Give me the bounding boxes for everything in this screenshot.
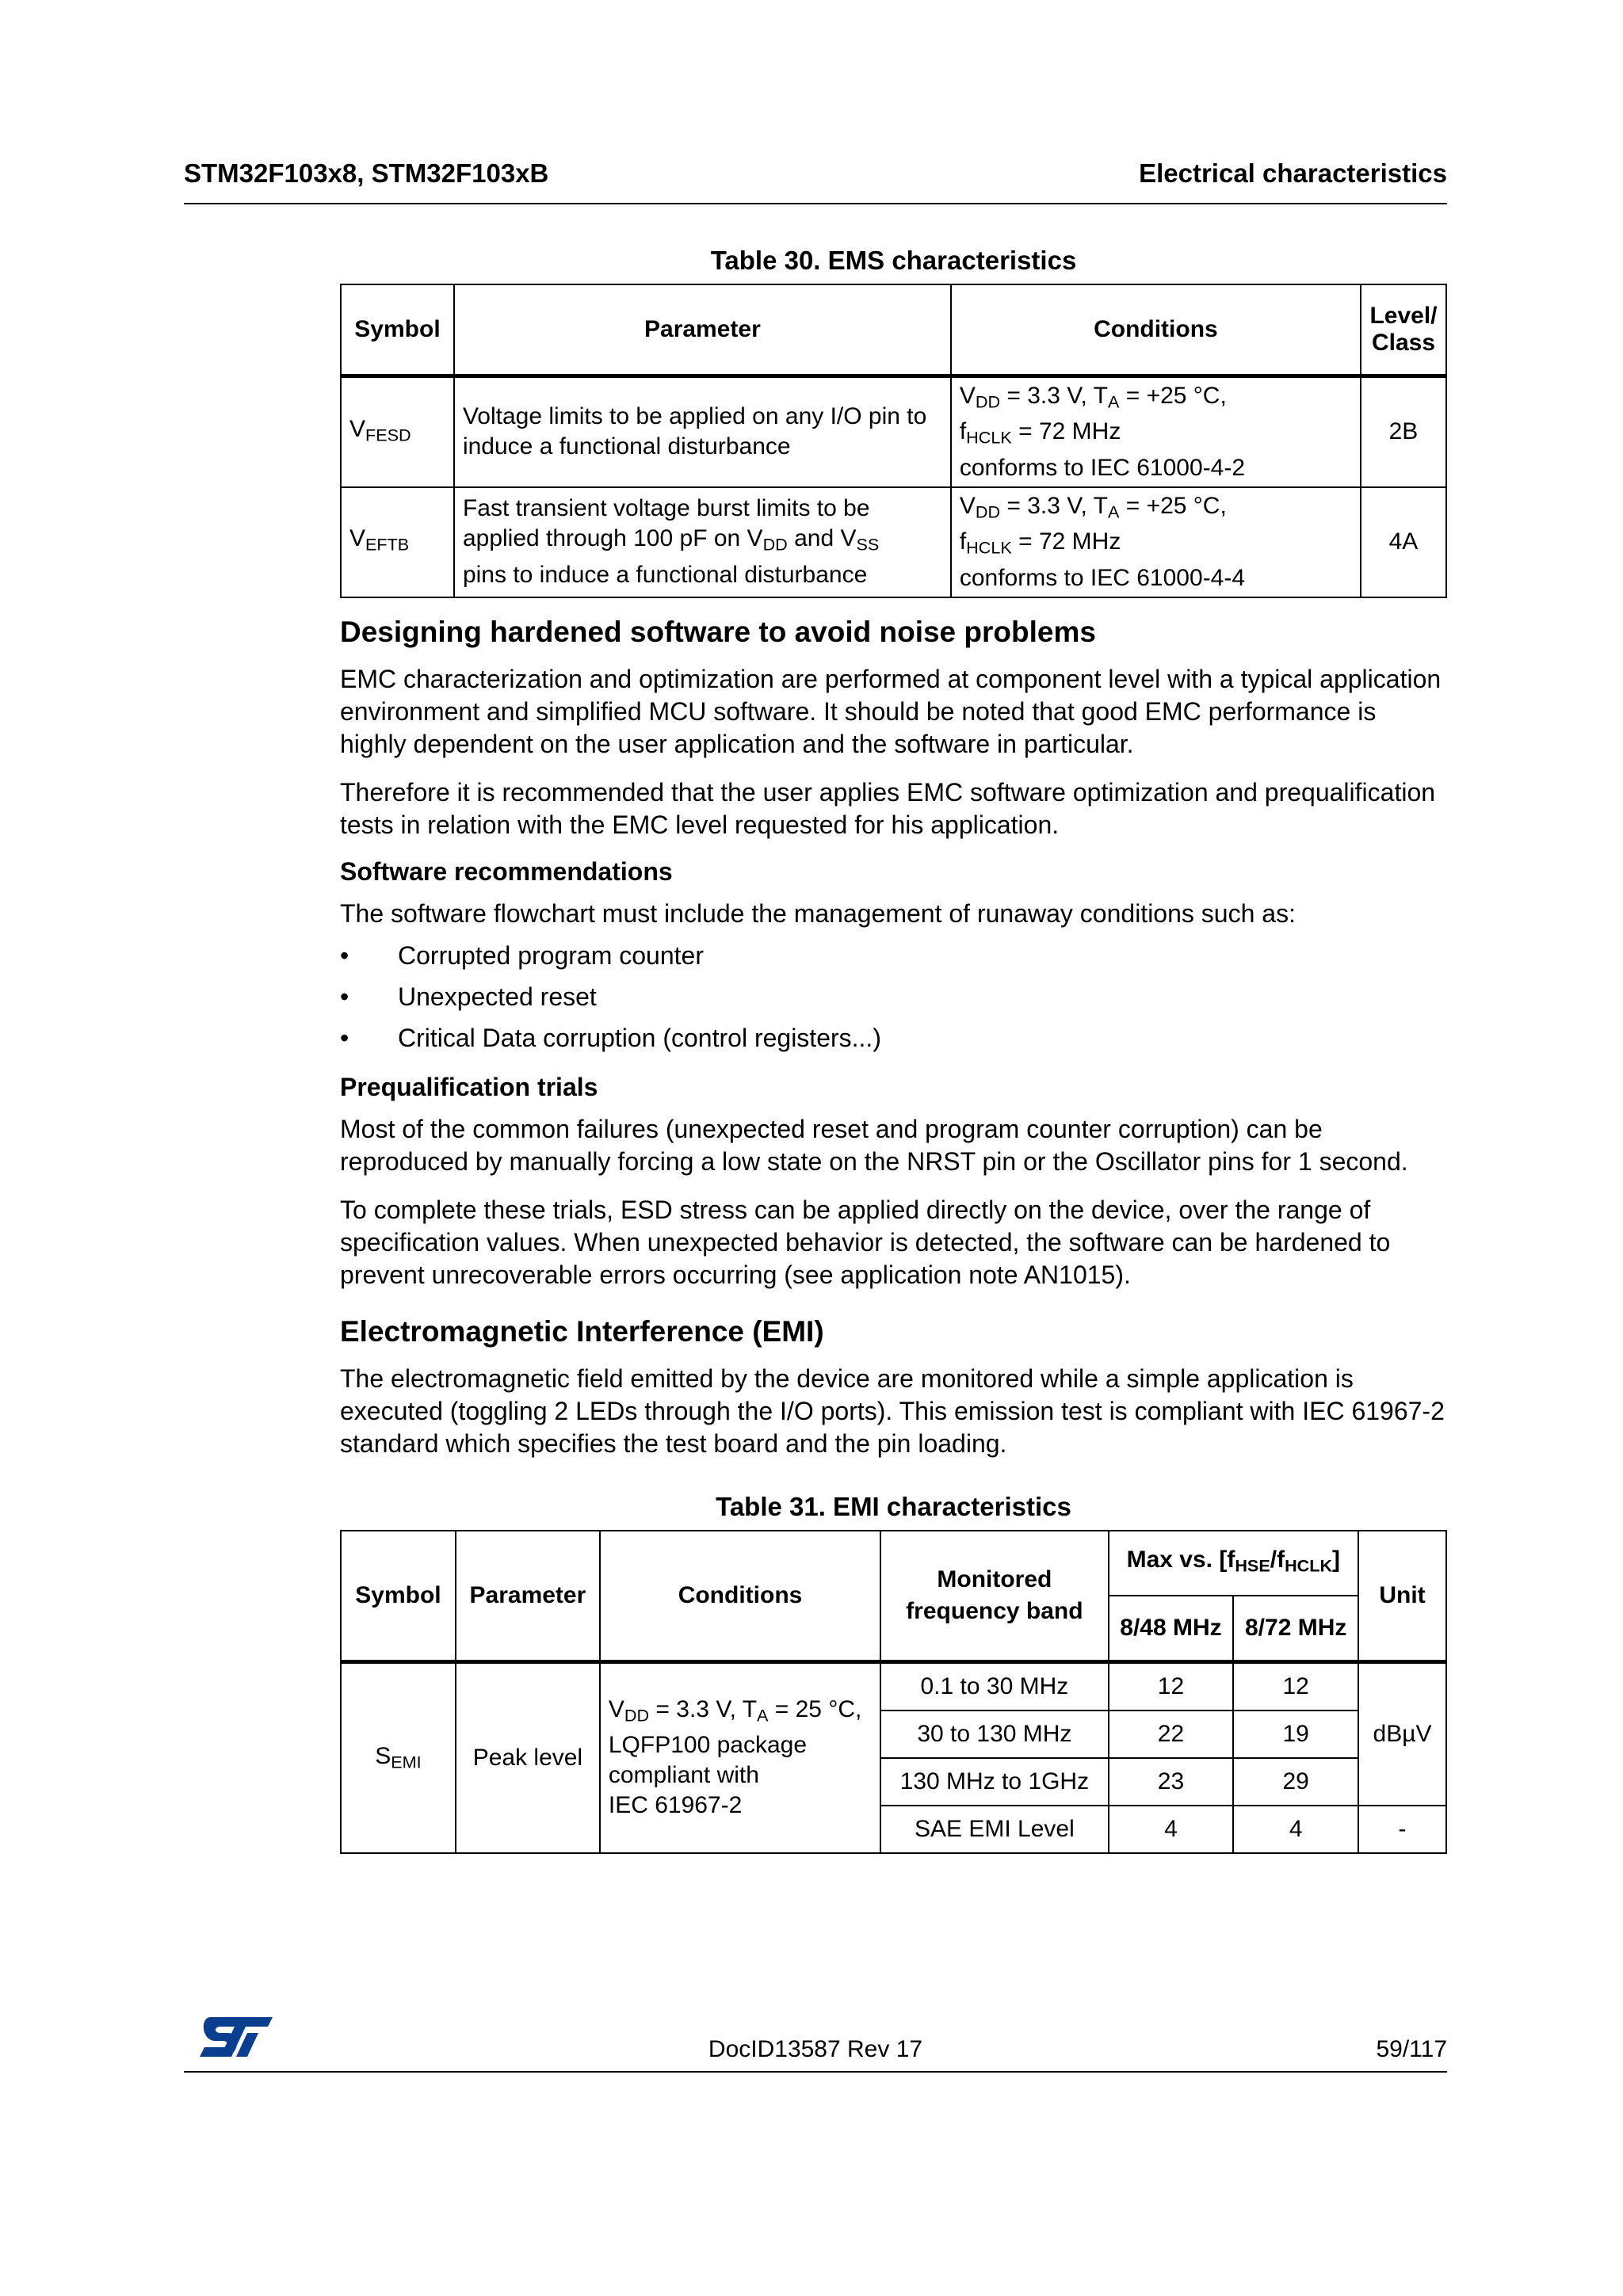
emi-value-72: 19 xyxy=(1233,1711,1358,1758)
paragraph: The electromagnetic field emitted by the device are monitored while a simple application is executed (toggling 2 LEDs through the I/O ports). This emission test is compliant with IEC 61967-2 standard which specifies the test board and the pin loading. xyxy=(340,1363,1445,1458)
paragraph: To complete these trials, ESD stress can be applied directly on the device, over the range of specification values. When unexpected behavior is detected, the software can be hardened to prevent unrecoverable errors occurring (see application note AN1015). xyxy=(340,1195,1391,1289)
paragraph: The software flowchart must include the management of runaway conditions such as: xyxy=(340,898,1296,928)
header-product: STM32F103x8, STM32F103xB xyxy=(184,158,549,188)
list-item: • Critical Data corruption (control registers...) xyxy=(340,1017,1447,1058)
emi-header-band: Monitored frequency band xyxy=(880,1531,1108,1662)
emi-parameter-cell: Peak level xyxy=(456,1661,600,1853)
ems-header-symbol: Symbol xyxy=(341,284,454,376)
footer-page-number: 59/117 xyxy=(1376,2036,1447,2062)
ems-level-cell: 4A xyxy=(1361,487,1446,597)
emi-unit-cell: - xyxy=(1358,1806,1446,1853)
emi-value-48: 12 xyxy=(1109,1661,1234,1711)
page-footer xyxy=(184,2036,1447,2073)
ems-header-level: Level/ Class xyxy=(1361,284,1446,376)
page-header xyxy=(184,158,1447,204)
emi-value-72: 29 xyxy=(1233,1758,1358,1806)
emi-header-col48: 8/48 MHz xyxy=(1109,1596,1234,1662)
table-row xyxy=(341,487,1446,597)
ems-level-cell: 2B xyxy=(1361,376,1446,487)
main-content xyxy=(340,246,1447,1854)
emi-table xyxy=(340,1530,1447,1854)
ems-table xyxy=(340,284,1447,598)
list-item: • Corrupted program counter xyxy=(340,935,1447,976)
emi-header-parameter: Parameter xyxy=(456,1531,600,1662)
emi-value-48: 22 xyxy=(1109,1711,1234,1758)
emi-value-48: 4 xyxy=(1109,1806,1234,1853)
ems-header-conditions: Conditions xyxy=(951,284,1361,376)
footer-doc-id: DocID13587 Rev 17 xyxy=(708,2036,923,2062)
header-section: Electrical characteristics xyxy=(1139,158,1447,188)
emi-symbol-cell: $S_{EMI}$ xyxy=(341,1661,456,1853)
emi-value-72: 12 xyxy=(1233,1661,1358,1711)
emi-unit-cell: dBµV xyxy=(1358,1661,1446,1806)
ems-header-parameter: Parameter xyxy=(454,284,951,376)
ems-parameter-cell: Voltage limits to be applied on any I/O pin to induce a functional disturbance xyxy=(454,376,951,487)
emi-header-unit: Unit xyxy=(1358,1531,1446,1662)
bullet-list xyxy=(340,935,1447,1058)
emi-header-conditions: Conditions xyxy=(600,1531,880,1662)
section-title-hardened-software: Designing hardened software to avoid noise problems xyxy=(340,615,1096,648)
emi-band-cell: SAE EMI Level xyxy=(880,1806,1108,1853)
emi-header-max: Max vs. $[f_{HSE}/f_{HCLK}]$ xyxy=(1109,1531,1358,1596)
ems-symbol-cell: $V_{EFTB}$ xyxy=(341,487,454,597)
emi-conditions-cell: $V_{DD} = 3.3$ V, $T_A = 25$ °C, LQFP100 package compliant with IEC 61967-2 xyxy=(600,1661,880,1853)
table-row xyxy=(341,376,1446,487)
emi-value-72: 4 xyxy=(1233,1806,1358,1853)
ems-parameter-cell: Fast transient voltage burst limits to be applied through 100 pF on $V_{DD}$ and $V_{SS}$ pins to induce a functional disturbance xyxy=(454,487,951,597)
emi-band-cell: 30 to 130 MHz xyxy=(880,1711,1108,1758)
ems-conditions-cell: $V_{DD} = 3.3$ V, $T_A = +25$ °C, $f_{HCLK} = 72$ MHz conforms to IEC 61000-4-4 xyxy=(951,487,1361,597)
emi-header-symbol: Symbol xyxy=(341,1531,456,1662)
ems-conditions-cell: $V_{DD} = 3.3$ V, $T_A = +25$ °C, $f_{HCLK} = 72$ MHz conforms to IEC 61000-4-2 xyxy=(951,376,1361,487)
ems-table-caption: Table 30. EMS characteristics xyxy=(710,246,1077,275)
paragraph: Therefore it is recommended that the user applies EMC software optimization and prequalification tests in relation with the EMC level requested for his application. xyxy=(340,777,1436,839)
emi-band-cell: 130 MHz to 1GHz xyxy=(880,1758,1108,1806)
emi-header-col72: 8/72 MHz xyxy=(1233,1596,1358,1662)
table-row xyxy=(341,1661,1446,1711)
paragraph: Most of the common failures (unexpected reset and program counter corruption) can be reproduced by manually forcing a low state on the NRST pin or the Oscillator pins for 1 second. xyxy=(340,1114,1408,1176)
emi-table-caption: Table 31. EMI characteristics xyxy=(716,1491,1071,1521)
emi-value-48: 23 xyxy=(1109,1758,1234,1806)
section-title-emi: Electromagnetic Interference (EMI) xyxy=(340,1314,824,1348)
list-item: • Unexpected reset xyxy=(340,976,1447,1017)
subsection-title-prequalification: Prequalification trials xyxy=(340,1072,598,1101)
ems-symbol-cell: $V_{FESD}$ xyxy=(341,376,454,487)
paragraph: EMC characterization and optimization are performed at component level with a typical application environment and simplified MCU software. It should be noted that good EMC performance is highly dependent on the user application and the software in particular. xyxy=(340,664,1442,758)
subsection-title-software-recommendations: Software recommendations xyxy=(340,856,673,886)
emi-band-cell: 0.1 to 30 MHz xyxy=(880,1661,1108,1711)
